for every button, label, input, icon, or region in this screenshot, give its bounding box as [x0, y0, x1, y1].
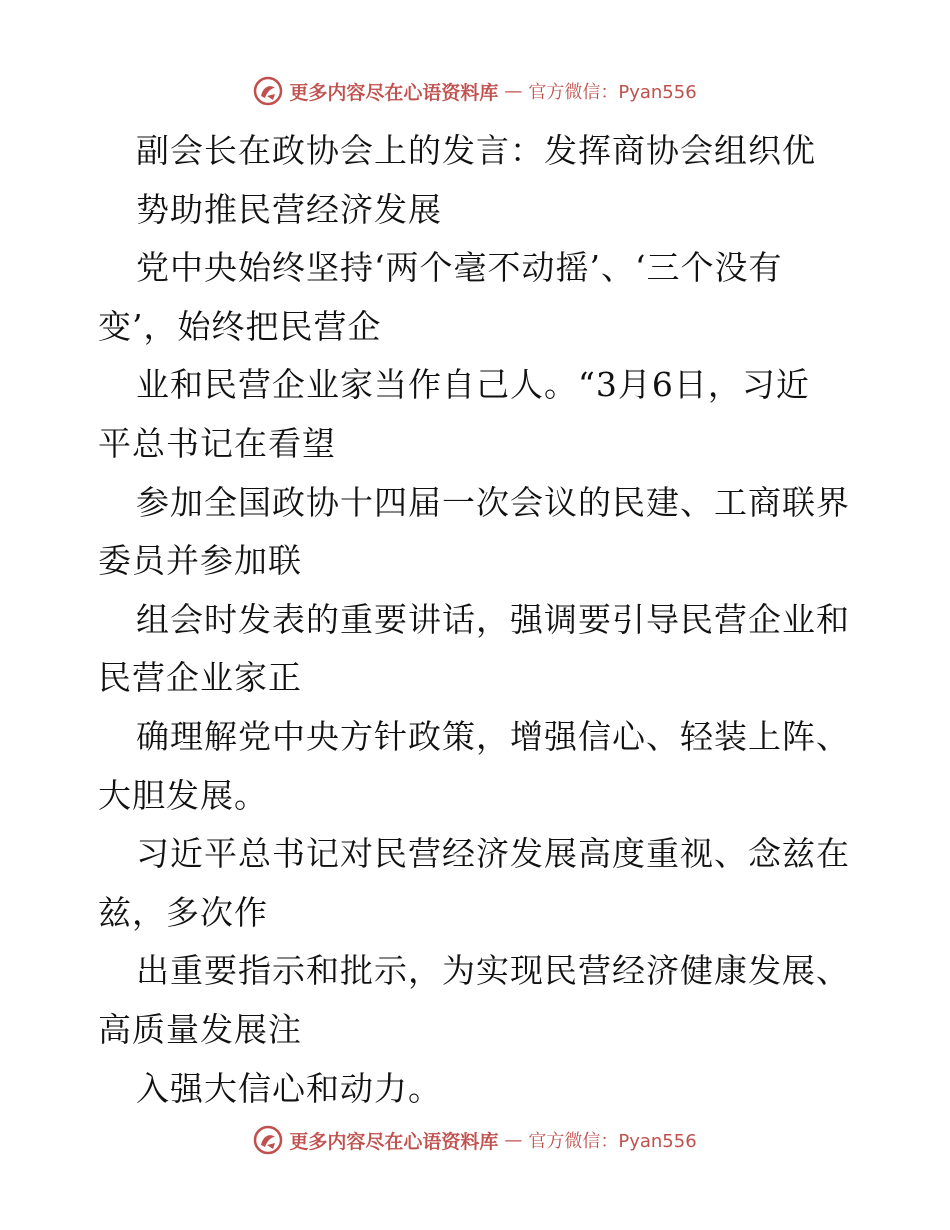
- text-line: 党中央始终坚持‘两个毫不动摇’、‘三个没有: [136, 248, 783, 288]
- document-body: [98, 122, 858, 1118]
- text-line: 习近平总书记对民营经济发展高度重视、念兹在: [136, 834, 850, 874]
- text-line: 平总书记在看望: [98, 423, 336, 463]
- watermark-dash: —: [504, 80, 523, 102]
- text-line: 大胆发展。: [98, 775, 268, 815]
- text-line: 出重要指示和批示，为实现民营经济健康发展、: [136, 951, 850, 991]
- watermark-main-text: 更多内容尽在心语资料库: [289, 1130, 499, 1153]
- text-line: 势助推民营经济发展: [136, 189, 442, 229]
- text-line: 入强大信心和动力。: [136, 1068, 442, 1108]
- text-line: 组会时发表的重要讲话，强调要引导民营企业和: [136, 599, 850, 639]
- text-line: 委员并参加联: [98, 541, 302, 581]
- text-line: 确理解党中央方针政策，增强信心、轻装上阵、: [136, 716, 850, 756]
- text-line: 兹，多次作: [98, 892, 268, 932]
- text-line: 民营企业家正: [98, 658, 302, 698]
- text-line: 变’，始终把民营企: [98, 306, 382, 346]
- red-swirl-logo-icon: [253, 1125, 283, 1155]
- text-line: 参加全国政协十四届一次会议的民建、工商联界: [136, 482, 850, 522]
- text-line: 高质量发展注: [98, 1009, 302, 1049]
- watermark-main-text: 更多内容尽在心语资料库: [289, 81, 499, 104]
- watermark-dash: —: [504, 1129, 523, 1151]
- text-line: 副会长在政协会上的发言：发挥商协会组织优: [136, 131, 816, 170]
- watermark-sub-text: 官方微信：Pyan556: [528, 1131, 697, 1152]
- footer-watermark: [0, 1120, 950, 1160]
- red-swirl-logo-icon: [253, 76, 283, 106]
- watermark-sub-text: 官方微信：Pyan556: [528, 82, 697, 103]
- text-line: 业和民营企业家当作自己人。“3月6日，习近: [136, 365, 810, 405]
- header-watermark: [0, 71, 950, 111]
